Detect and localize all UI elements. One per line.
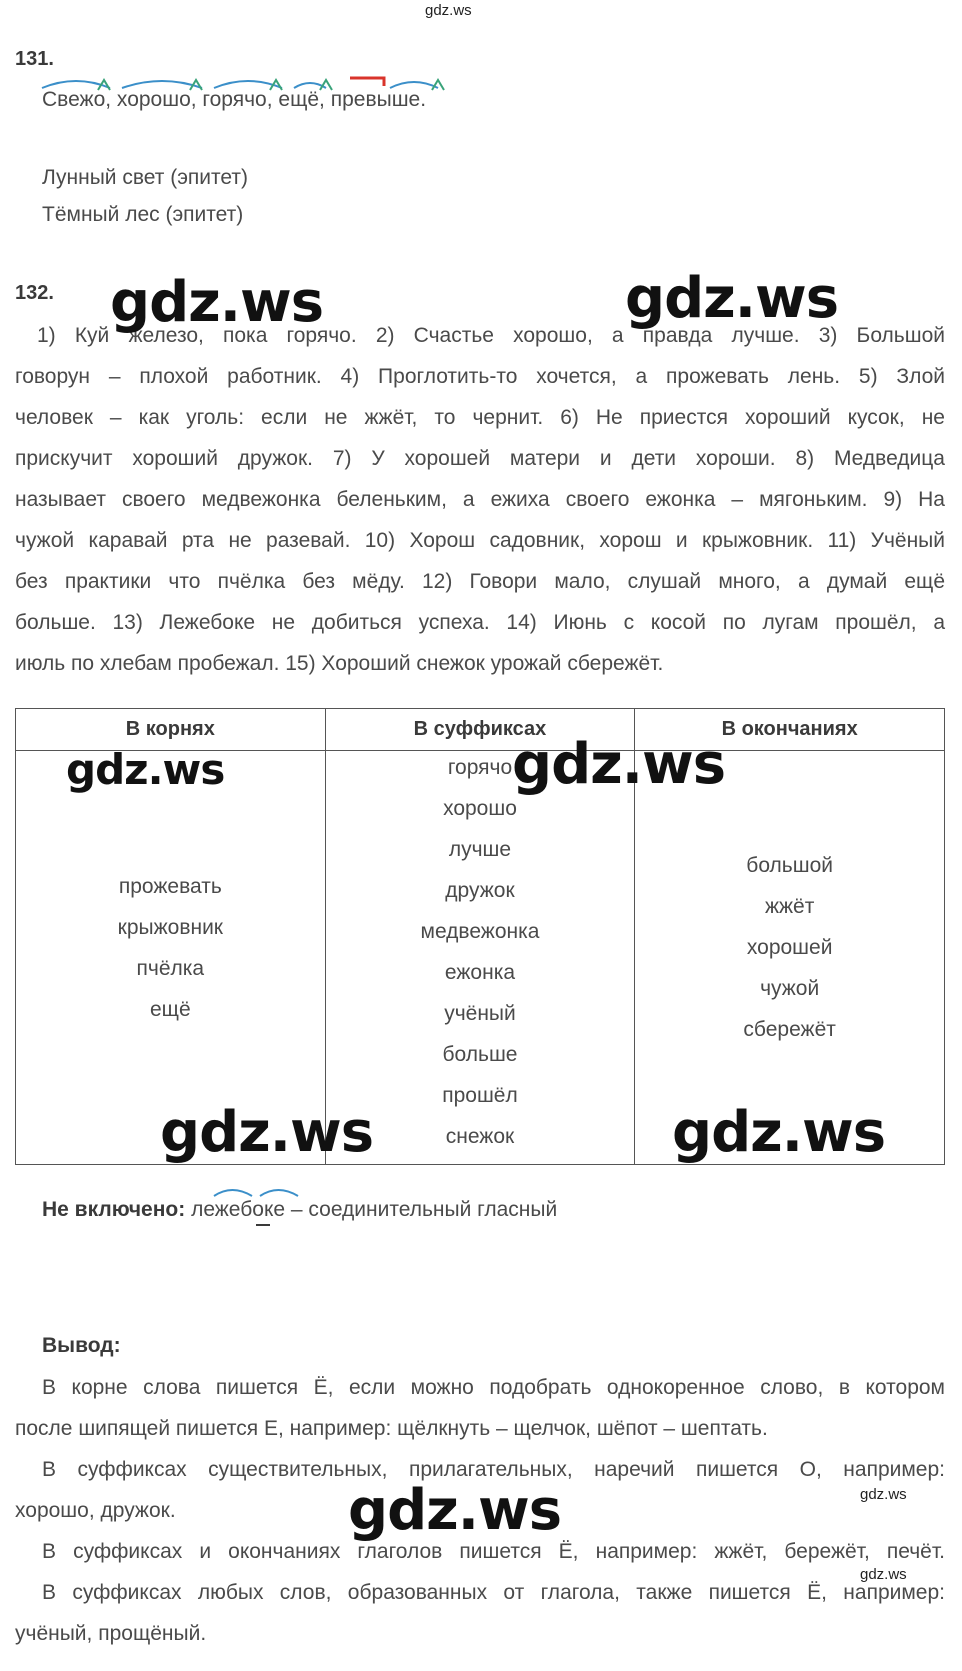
suffix-word: больше xyxy=(442,1043,518,1066)
header-suffixes: В суффиксах xyxy=(325,709,635,751)
suffix-word: лучше xyxy=(448,838,512,861)
suffix-word: дружок xyxy=(445,879,515,902)
conclusion-line: В суффиксах любых слов, образованных от глагола, также пишется Ё, например: xyxy=(42,1581,945,1604)
not-included xyxy=(42,1198,557,1222)
watermark: gdz.ws xyxy=(66,745,225,794)
ending-word: сбережёт xyxy=(743,1018,836,1041)
watermark-small: gdz.ws xyxy=(860,1486,907,1503)
not-included-word: лежебоке xyxy=(191,1198,286,1221)
conclusion-title: Вывод: xyxy=(42,1334,121,1357)
watermark: gdz.ws xyxy=(110,270,324,335)
watermark: gdz.ws xyxy=(348,1478,562,1543)
suffix-word: горячо xyxy=(447,756,513,779)
watermark: gdz.ws xyxy=(512,732,726,797)
text-line: 1) Куй железо, пока горячо. 2) Счастье хорошо, а правда лучше. 3) Большой xyxy=(37,324,945,347)
not-included-rest: – соединительный гласный xyxy=(285,1198,558,1221)
conclusion-line: В суффиксах и окончаниях глаголов пишется Ё, например: жжёт, бережёт, печёт. xyxy=(42,1540,945,1563)
ending-word: жжёт xyxy=(764,895,815,918)
conclusion-line: после шипящей пишется Е, например: щёлкнуть – щелчок, шёпот – шептать. xyxy=(15,1417,768,1440)
text-line: человек – как уголь: если не жжёт, то чернит. 6) Не приестся хороший кусок, не xyxy=(15,406,945,429)
ending-word: большой xyxy=(746,854,833,877)
header-roots: В корнях xyxy=(16,709,326,751)
root-word: прожевать xyxy=(118,875,222,898)
text-line: без практики что пчёлка без мёду. 12) Говори мало, слушай много, а думай ещё xyxy=(15,570,945,593)
conclusion-line: В суффиксах существительных, прилагательных, наречий пишется О, например: xyxy=(42,1458,945,1481)
exercise-131-number: 131. xyxy=(15,48,54,70)
not-included-label: Не включено: xyxy=(42,1198,186,1221)
text-line: прискучит хороший дружок. 7) У хорошей матери и дети хороши. 8) Медведица xyxy=(15,447,945,470)
text-line: июль по хлебам пробежал. 15) Хороший снежок урожай сбережёт. xyxy=(15,652,664,675)
watermark-top: gdz.ws xyxy=(425,2,472,19)
text-line: больше. 13) Лежебоке не добиться успеха. 14) Июнь с косой по лугам прошёл, а xyxy=(15,611,945,634)
exercise-132-number: 132. xyxy=(15,282,54,304)
suffix-word: медвежонка xyxy=(420,920,540,943)
text-line: называет своего медвежонка беленьким, а ежиха своего ежонка – мягоньким. 9) На xyxy=(15,488,945,511)
morpheme-arcs xyxy=(212,1184,302,1198)
exercise-131-line1: Лунный свет (эпитет) xyxy=(42,166,249,189)
exercise-132-text xyxy=(15,315,945,684)
root-word: ещё xyxy=(150,998,191,1021)
exercise-131-line2: Тёмный лес (эпитет) xyxy=(42,203,244,226)
suffix-word: ежонка xyxy=(444,961,516,984)
watermark: gdz.ws xyxy=(672,1100,886,1165)
suffix-word: хорошо xyxy=(443,797,517,820)
suffix-word: снежок xyxy=(445,1125,515,1148)
conclusion-line: В корне слова пишется Ё, если можно подобрать однокоренное слово, в котором xyxy=(42,1376,945,1399)
ending-word: хорошей xyxy=(746,936,833,959)
suffix-word: учёный xyxy=(444,1002,516,1025)
conclusion-line: хорошо, дружок. xyxy=(15,1499,176,1522)
exercise-131-words: Свежо, хорошо, горячо, ещё, превыше. xyxy=(42,88,427,111)
suffix-word: прошёл xyxy=(442,1084,518,1107)
watermark-small: gdz.ws xyxy=(860,1566,907,1583)
ending-word: чужой xyxy=(760,977,820,1000)
conclusion-line: учёный, прощёный. xyxy=(15,1622,207,1645)
text-line: чужой каравай рта не разевай. 10) Хорош садовник, хорош и крыжовник. 11) Учёный xyxy=(15,529,945,552)
root-word: пчёлка xyxy=(136,957,205,980)
watermark: gdz.ws xyxy=(625,266,839,331)
root-word: крыжовник xyxy=(117,916,223,939)
text-line: говорун – плохой работник. 4) Проглотить-то хочется, а прожевать лень. 5) Злой xyxy=(15,365,945,388)
header-endings: В окончаниях xyxy=(635,709,945,751)
connecting-vowel-underline xyxy=(256,1224,270,1226)
watermark: gdz.ws xyxy=(160,1100,374,1165)
